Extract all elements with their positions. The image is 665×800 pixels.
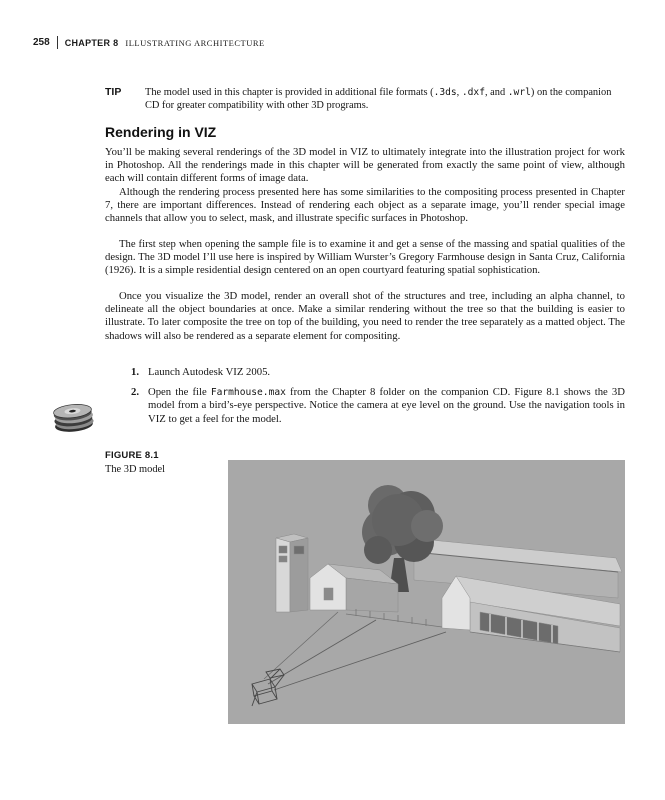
step-2-text-part: from the Chapter 8 folder on the companion CD. Figure 8.1 shows the 3D model from a bird’s-eye perspective. Notice the camera at eye level on the ground. Use the navigation tools in VIZ to get a feel for the model. — [148, 386, 625, 425]
numbered-steps — [131, 366, 625, 433]
step-1-number: 1. — [131, 366, 140, 378]
tip-text-part: , and — [484, 87, 508, 98]
running-head — [33, 36, 265, 49]
step-2 — [131, 386, 625, 426]
page-number: 258 — [33, 37, 50, 48]
model-tower — [276, 534, 308, 612]
tip-text — [145, 87, 611, 111]
paragraph-3: The first step when opening the sample file is to examine it and get a sense of the massing and spatial qualities of the design. The 3D model I’ll use here is inspired by William Wurster’s Gregory Farmhouse design in Santa Cruz, California (1926). It is a simple residential design centered on an open courtyard featuring spatial sophistication. — [105, 238, 625, 277]
chapter-number: CHAPTER 8 — [64, 37, 119, 48]
paragraph-2: Although the rendering process presented here has some similarities to the compositing process presented in Chapter 7, there are important differences. Instead of rendering each object as a separate image, you’ll render special image channels that allow you to select, mask, and illustrate specific surfaces in Photoshop. — [105, 186, 625, 225]
file-format-wrl: .wrl — [507, 87, 531, 98]
section-heading: Rendering in VIZ — [105, 124, 217, 140]
step-2-number: 2. — [131, 386, 140, 399]
tip-text-part: ) on the companion CD for greater compatibility with other 3D programs. — [145, 87, 612, 111]
tip-label: TIP — [105, 86, 122, 98]
file-format-dxf: .dxf — [461, 87, 485, 98]
file-format-3ds: .3ds — [433, 87, 457, 98]
step-1-text: Launch Autodesk VIZ 2005. — [148, 366, 271, 378]
chapter-title: ILLUSTRATING ARCHITECTURE — [125, 37, 265, 48]
tip-text-part: The model used in this chapter is provided in additional file formats ( — [145, 87, 434, 98]
step-2-text-part: Open the file — [148, 386, 211, 399]
figure-caption-text: The 3D model — [105, 464, 166, 475]
tip-block — [105, 86, 625, 112]
figure-label: FIGURE 8.1 — [105, 450, 159, 461]
figure-image-3d-model — [228, 460, 625, 724]
figure-caption — [105, 450, 223, 475]
cd-stack-icon — [50, 396, 98, 436]
tip-text-part: , — [456, 87, 462, 98]
step-1 — [131, 366, 625, 379]
header-divider — [57, 36, 58, 49]
farmhouse-max-filename: Farmhouse.max — [210, 387, 286, 399]
paragraph-1: You’ll be making several renderings of the 3D model in VIZ to ultimately integrate into the illustration project for work in Photoshop. All the renderings made in this chapter will be generated from exactly the same point of view, although each will contain different forms of image data. — [105, 146, 625, 185]
step-2-text — [148, 386, 625, 424]
paragraph-4: Once you visualize the 3D model, render an overall shot of the structures and tree, including an alpha channel, to delineate all the object boundaries at once. Make a similar rendering without the tree so that the building is easier to illustrate. To later composite the tree on top of the building, you need to render the tree separately as a matted object. The shadows will also be rendered as a separate element for compositing. — [105, 290, 625, 342]
companion-cd-icon — [50, 396, 98, 436]
